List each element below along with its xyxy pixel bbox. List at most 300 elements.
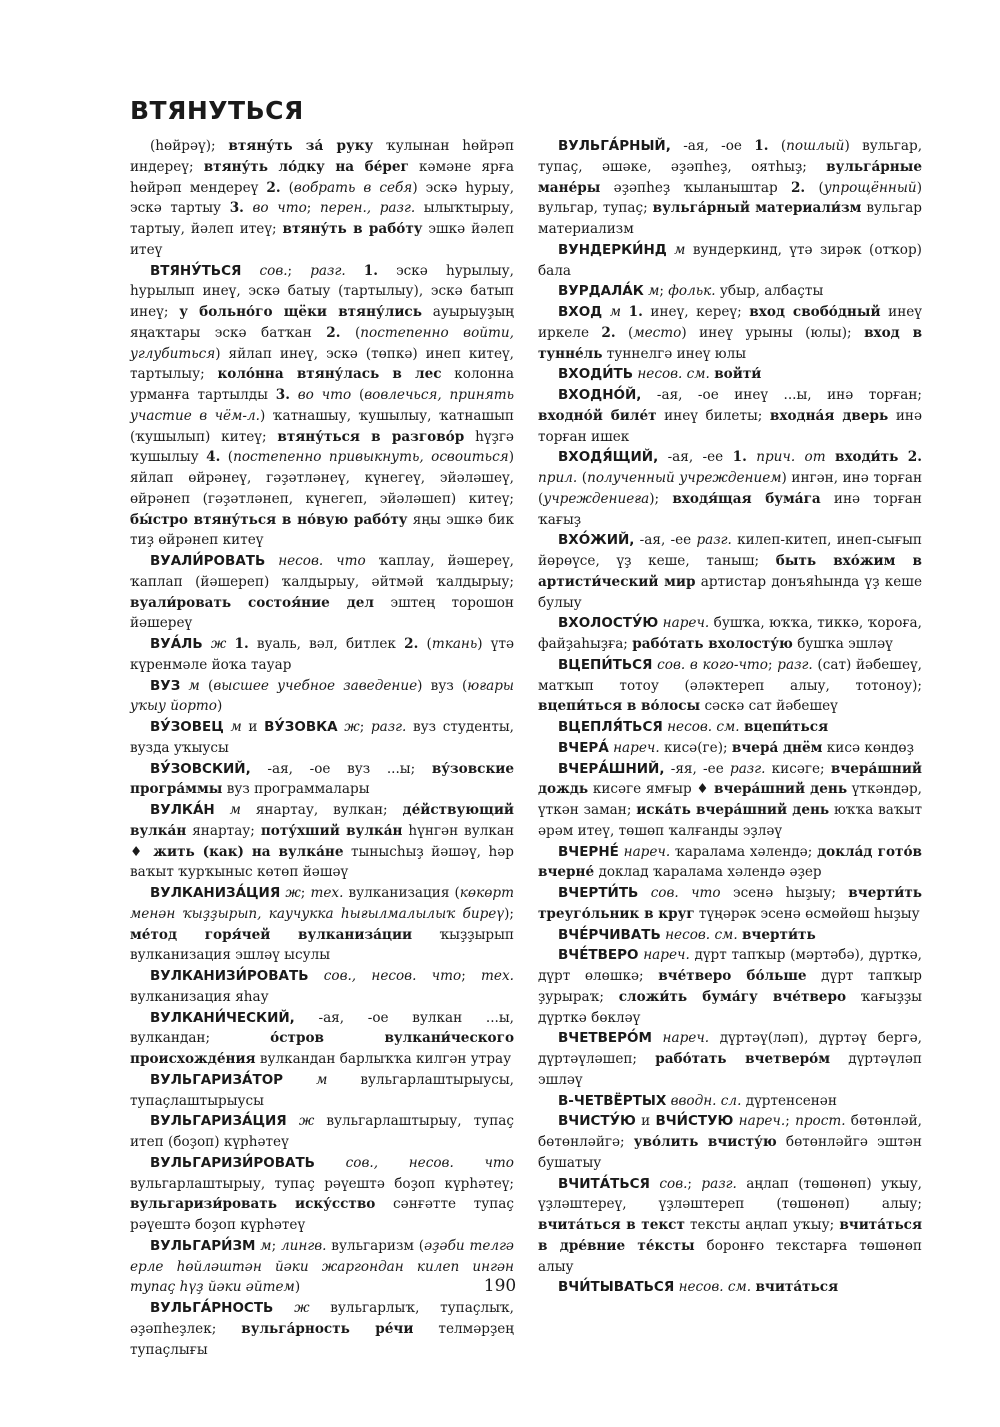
entry-text [621, 304, 629, 320]
italic-label: әҙәби телгә ерле һөйләштән йәки жаргондан килеп ингән тупаҫ һүҙ йәки әйтем [130, 1237, 514, 1296]
dictionary-entry [130, 800, 514, 883]
bold-phrase: вцепи́ться [743, 719, 829, 735]
bold-phrase: вуали́ровать состоя́ние дел [130, 594, 375, 611]
italic-label: м [316, 1071, 328, 1088]
entry-text: ҡаплау, йәшереү, ҡаплап (йәшереп) ҡалдырыу, әйтмәй ҡалдырыу; [130, 553, 514, 590]
entry-text: ) инеү урыны (юлы); [681, 324, 865, 341]
headword: ВУАЛИ́РОВАТЬ [150, 553, 266, 569]
entry-text: вулкандан барлыҡҡа килгән утрау [255, 1051, 512, 1067]
italic-label: нареч. [613, 739, 660, 756]
entry-text: ( [199, 677, 214, 694]
entry-text: ҡағыҙҙы дүрткә бөкләү [538, 988, 922, 1026]
entry-text [652, 1030, 663, 1046]
entry-text: инә торған ҡағыҙ [538, 490, 922, 528]
entry-text: ( [615, 324, 634, 341]
entry-text: түңәрәк эсенә өсмөйөш һыҙыу [694, 905, 920, 922]
entry-text: тынысһыҙ йәшәү, һәр ваҡыт ҡурҡыныс көтөп йәшәү [130, 843, 514, 881]
entry-text: ) вуз ( [417, 677, 468, 694]
headword: ВУ́ЗОВЕЦ [150, 719, 224, 735]
bold-phrase: входя́щая бума́га [672, 490, 821, 507]
headword: ВУЛКАНИЗИ́РОВАТЬ [150, 968, 309, 984]
right-column [538, 136, 922, 1298]
italic-label: полученный учреждением [587, 470, 782, 486]
bold-phrase: вчера́ днём [731, 739, 823, 756]
bold-phrase: 1. [732, 449, 747, 466]
entry-text [650, 1176, 659, 1192]
entry-text: ; [659, 283, 669, 300]
bold-phrase: 3. [229, 200, 244, 217]
bold-phrase: вульгаризи́ровать иску́сство [130, 1196, 376, 1213]
bold-phrase: входи́ть [835, 449, 899, 466]
italic-label: сов. [259, 262, 288, 279]
page-header-title: ВТЯНУТЬСЯ [130, 96, 304, 125]
entry-text: -ая, -ое вулкан ...ы, вулкандан; [130, 1009, 514, 1047]
italic-label: пошлый [786, 138, 845, 154]
entry-text: эштең торошон йәшереү [130, 594, 514, 632]
bold-phrase: входна́я дверь [769, 407, 889, 424]
dictionary-entry [130, 966, 514, 1008]
bold-phrase: 1. [234, 636, 249, 652]
entry-text: килеп-китеп, инеп-сығып йөрөүсе, үҙ кеше, таныш; [538, 532, 922, 569]
entry-text: вулканизация ( [343, 885, 460, 901]
entry-text: ( [280, 179, 294, 196]
bold-phrase: 1. [628, 304, 643, 320]
bold-phrase: ♦ вчера́шний день [696, 781, 848, 798]
bold-phrase: 2. [907, 449, 922, 466]
bold-phrase: входно́й биле́т [538, 407, 657, 424]
italic-label: м [674, 241, 686, 258]
dictionary-entry [538, 842, 922, 884]
entry-text: ( [220, 449, 234, 466]
bold-phrase: о́стров вулкани́ческого происхожде́ния [130, 1030, 515, 1067]
entry-text: ; [768, 656, 778, 673]
italic-label: м [229, 802, 241, 818]
headword: ВУРДАЛА́К [558, 283, 644, 300]
headword: ВЧЕРТИ́ТЬ [558, 885, 639, 901]
entry-text: дүрт тапҡыр (мәртәбә), дүрткә, дүрт өлөшкә; [538, 947, 922, 984]
italic-label: разг. [310, 262, 346, 279]
entry-text [346, 263, 364, 279]
dictionary-entry [538, 925, 922, 946]
dictionary-entry [538, 281, 922, 302]
entry-text: әҙәпһеҙ ҡыланыштар [600, 179, 791, 196]
headword: ВЧИСТУ́Ю [558, 1113, 636, 1130]
entry-text: и [241, 719, 265, 735]
dictionary-entry [130, 1153, 514, 1236]
italic-label: көкөрт менән ҡыҙҙырып, каучукка һығылмалылыҡ биреү [130, 885, 514, 922]
entry-text: кисәге ямғыр [588, 781, 697, 798]
headword: ВУЛЬГАРИЗА́ТОР [150, 1071, 284, 1088]
entry-text: бушҡа, юҡҡа, тиккә, ҡороға, файҙаһыҙға; [538, 615, 922, 652]
entry-text: вуз программалары [222, 781, 370, 798]
headword: ВХОДНО́Й, [558, 387, 642, 403]
entry-text [283, 1072, 316, 1088]
italic-label: сов. что [650, 885, 721, 901]
entry-text: ; [287, 262, 311, 279]
bold-phrase: сложи́ть бума́гу вче́тверо [618, 988, 847, 1005]
dictionary-entry [538, 240, 922, 282]
headword: ВУЛКАНИ́ЧЕСКИЙ, [150, 1009, 295, 1026]
dictionary-entry [538, 447, 922, 530]
bold-phrase: уво́лить вчисту́ю [633, 1134, 777, 1150]
dictionary-entry [538, 364, 922, 385]
entry-text: кисә көндөҙ [822, 739, 914, 756]
entry-text: -ая, -ое инеү ...ы, инә торған; [641, 387, 922, 403]
bold-phrase: 2. [601, 324, 616, 341]
bold-phrase: вчита́ться в дре́вние те́ксты [538, 1217, 922, 1254]
headword: ВХОДИ́ТЬ [558, 366, 633, 383]
entry-text: тексты аңлап уҡыу; [684, 1217, 840, 1233]
entry-text: ) вульгар, тупаҫ; [538, 179, 922, 217]
entry-text: кәмәне ярға һөйрәп мендереү [130, 158, 514, 196]
entry-text: эсенә һыҙыу; [720, 885, 849, 901]
entry-text: доклад ҡаралама хәлендә әҙер [594, 864, 822, 881]
italic-label: разг. [777, 656, 813, 673]
italic-label: м [648, 283, 660, 300]
italic-label: несов. см. [678, 1279, 752, 1296]
bold-phrase: ме́тод горя́чей вулканиза́ции [130, 926, 413, 943]
entry-text: янартау, вулкан; [240, 802, 403, 818]
entry-text: кисә(ге); [659, 739, 732, 756]
headword: ВЧИ́ТЫВАТЬСЯ [558, 1279, 675, 1296]
italic-label: ж [344, 719, 360, 735]
entry-text: кисәге; [765, 760, 831, 777]
bold-phrase: поту́хший вулка́н [260, 822, 403, 839]
dictionary-entry [538, 1091, 922, 1112]
entry-text [273, 1300, 294, 1316]
italic-label: тех. [310, 885, 344, 901]
italic-label: прич. от [756, 449, 826, 466]
headword: ВЧЕРНЕ́ [558, 843, 619, 860]
entry-text: инеү иркеле [538, 304, 922, 341]
entry-text: вулканизация яһау [130, 988, 269, 1005]
entry-text: эшкә йәлеп итеү [130, 221, 515, 258]
entry-text: ) эскә һурыу, эскә тартыу [130, 179, 515, 217]
bold-phrase: вульга́рный материали́зм [652, 200, 862, 217]
dictionary-entry [538, 883, 922, 925]
italic-label: сов., несов. что [345, 1154, 514, 1171]
entry-text [180, 678, 188, 694]
entry-text: ) ингән, инә торған ( [538, 470, 922, 507]
headword: ВУ́ЗОВСКИЙ, [150, 760, 251, 777]
entry-text: вундеркинд, үтә зирәк (отҡор) бала [538, 241, 922, 279]
italic-label: вовлечься, принять участие в чём-л. [130, 387, 514, 424]
headword: ВЧЕ́ТВЕРО [558, 947, 639, 964]
bold-phrase: 2. [404, 636, 419, 652]
bold-phrase: 4. [206, 449, 221, 466]
entry-text: инеү билеты; [656, 407, 770, 424]
italic-label: несов. см. [637, 366, 710, 383]
bold-phrase: втяну́ть ло́дку на бе́рег [203, 158, 409, 175]
entry-text: вуз студенты, вузда уҡыусы [130, 719, 514, 756]
entry-text [747, 449, 756, 465]
italic-label: прост. [795, 1113, 846, 1130]
bold-phrase: 1. [754, 138, 769, 154]
bold-phrase: ву́зовские програ́ммы [130, 760, 514, 798]
headword: ВУА́ЛЬ [150, 636, 203, 652]
italic-label: разг. [730, 760, 766, 777]
dictionary-entry [130, 261, 514, 552]
italic-label: ж [285, 885, 301, 901]
italic-label: м [260, 1237, 272, 1254]
italic-label: перен., разг. [319, 200, 416, 217]
headword: ВУЛКАНИЗА́ЦИЯ [150, 885, 281, 901]
headword: ВЧЕТВЕРО́М [558, 1030, 652, 1047]
entry-text: инеү, кереү; [642, 304, 750, 320]
italic-label: м [609, 304, 622, 320]
entry-text [826, 449, 835, 465]
entry-text: ; [785, 1113, 796, 1130]
entry-text: вульгар материализм [538, 200, 922, 237]
headword: ВХОЛОСТУ́Ю [558, 615, 659, 632]
headword: ВУЛЬГАРИ́ЗМ [150, 1237, 256, 1254]
entry-text: ); [504, 905, 514, 922]
bold-phrase: ♦ жить (как) на вулка́не [130, 843, 344, 860]
entry-text: ) үтә күренмәле йоҡа тауар [130, 636, 515, 673]
entry-text [244, 200, 253, 216]
entry-text: ) [216, 698, 223, 715]
italic-label: сов. [659, 1175, 688, 1192]
bold-phrase: 2. [790, 179, 806, 196]
bold-phrase: 2. [266, 179, 281, 196]
entry-text: телмәрҙең тупаҫлығы [130, 1320, 515, 1358]
headword: ВТЯНУ́ТЬСЯ [150, 262, 242, 279]
entry-text [203, 636, 211, 652]
headword: ВУЛЬГА́РНЫЙ, [558, 138, 671, 154]
entry-text: ; [687, 1175, 702, 1192]
entry-text: ( [351, 387, 365, 403]
entry-text: ҡыҙҙырып вулканизация эшләү ысулы [130, 926, 514, 964]
dictionary-entry [538, 738, 922, 759]
entry-text: ) [294, 1279, 301, 1296]
entry-text: дүртәүләп эшләү [538, 1051, 922, 1088]
dictionary-entry [538, 1028, 922, 1090]
entry-text: колонна урманға тартылды [130, 366, 514, 403]
italic-label: ж [294, 1300, 310, 1316]
italic-label: ткань [431, 636, 478, 652]
italic-label: вводн. сл. [670, 1092, 742, 1109]
dictionary-entry [130, 717, 514, 759]
headword: ВЦЕПЛЯ́ТЬСЯ [558, 719, 663, 735]
bold-phrase: 2. [326, 324, 341, 341]
italic-label: сов., несов. что [323, 968, 462, 984]
dictionary-entry [130, 551, 514, 634]
entry-text: -ая, -ее [658, 449, 733, 466]
entry-text: -ая, -ое [670, 138, 755, 154]
bold-phrase: втяну́ть в рабо́ту [282, 221, 423, 237]
bold-phrase: бы́стро втяну́ться в но́вую рабо́ту [130, 511, 408, 528]
entry-text: дүртенсенән [741, 1092, 837, 1109]
italic-label: юғары уҡыу йорто [130, 677, 514, 715]
entry-text [215, 802, 230, 818]
dictionary-entry [538, 1174, 922, 1278]
entry-text: ( [768, 138, 787, 154]
headword: ВЧИТА́ТЬСЯ [558, 1175, 650, 1192]
entry-text: вульгарлыҡ, тупаҫлыҡ, әҙәпһеҙлек; [130, 1300, 514, 1337]
entry-text: бөтөнләй, бөтөнләйгә; [538, 1113, 922, 1150]
headword: ВУЛЬГАРИЗИ́РОВАТЬ [150, 1154, 315, 1171]
entry-text: и [635, 1113, 656, 1130]
italic-label: м [188, 677, 200, 694]
italic-label: нареч. [738, 1113, 786, 1130]
italic-label: высшее учебное заведение [213, 677, 418, 694]
dictionary-entry [130, 883, 514, 966]
italic-label: прил. [538, 470, 578, 486]
entry-text: -ая, -ее [634, 532, 697, 549]
italic-label: постепенно привыкнуть, освоиться [233, 449, 509, 466]
entry-text: ; [359, 719, 371, 735]
entry-text: ( [418, 636, 432, 652]
entry-text: ( [805, 179, 824, 196]
italic-label: нареч. [662, 615, 710, 632]
bold-phrase: вход в тунне́ль [538, 324, 923, 362]
entry-text: ҡаралама хәлендә; [670, 843, 818, 860]
entry-text: ; [461, 968, 482, 984]
italic-label: м [230, 719, 242, 735]
bold-phrase: де́йствующий вулка́н [130, 802, 514, 839]
dictionary-entry [538, 759, 922, 842]
bold-phrase: иска́ть вчера́шний день [636, 802, 830, 818]
entry-text [602, 304, 610, 320]
italic-label: во что [252, 200, 307, 217]
headword: ВУНДЕРКИ́НД [558, 241, 667, 258]
dictionary-entry [538, 385, 922, 447]
bold-phrase: вцепи́ться в во́лосы [538, 698, 701, 715]
italic-label: несов. см. [665, 926, 738, 943]
left-column [130, 136, 514, 1360]
dictionary-entry [130, 1111, 514, 1153]
entry-text: вуаль, вәл, битлек [248, 636, 405, 652]
italic-label: постепенно войти, углубиться [130, 324, 514, 362]
entry-text: ; [306, 200, 320, 217]
headword: ВХОД [558, 304, 603, 320]
entry-text: яңы эшкә бик тиҙ өйрәнеп китеү [130, 511, 514, 549]
headword: В-ЧЕТВЁРТЫХ [558, 1092, 667, 1109]
bold-phrase: быть вхо́жим в артисти́ческий мир [538, 553, 922, 590]
entry-text [290, 387, 298, 403]
dictionary-entry [130, 759, 514, 801]
headword: ВЧЕРА́ [558, 739, 609, 756]
entry-text: сәскә сат йәбешеү [700, 698, 838, 715]
bold-phrase: втяну́ться в разгово́р [277, 428, 465, 445]
bold-phrase: вчита́ться [755, 1279, 839, 1296]
italic-label: нареч. [662, 1030, 710, 1047]
dictionary-entry [130, 1070, 514, 1112]
headword: ВУЛЬГА́РНОСТЬ [150, 1300, 274, 1316]
italic-label: нареч. [643, 947, 690, 964]
entry-text: ; [300, 885, 311, 901]
entry-text: ) вульгар, тупаҫ, әшәке, әҙәпһеҙ, оятһыҙ; [538, 138, 923, 175]
entry-text: юҡҡа ваҡыт әрәм итеү, төшөп ҡалғанды эҙләү [538, 802, 922, 839]
entry-text: ) яйлап инеү, эскә (төпкә) инеп китеү, тартылыу; [130, 345, 514, 383]
entry-text [287, 1113, 299, 1129]
entry-text: вульгарлаштырыусы, тупаҫлаштырыусы [130, 1071, 514, 1109]
entry-text: һүҙгә ҡушылыу [130, 428, 514, 466]
italic-label: тех. [481, 968, 514, 984]
italic-label: разг. [701, 1175, 737, 1192]
italic-label: сов. в кого-что [657, 656, 768, 673]
italic-label: вобрать в себя [293, 179, 413, 196]
bold-phrase: вче́тверо бо́льше [658, 968, 807, 984]
entry-text [315, 1155, 346, 1171]
dictionary-entry [538, 613, 922, 655]
entry-text: һүнгән вулкан [402, 822, 515, 839]
entry-text: ) ҡатнашыу, ҡушылыу, ҡатнашып (ҡушылып) китеү; [130, 407, 514, 445]
entry-text: убыр, албаҫты [715, 283, 824, 300]
bold-phrase: вчита́ться в текст [538, 1217, 685, 1233]
italic-label: фольк. [668, 283, 716, 300]
italic-label: несов. см. [667, 719, 740, 735]
dictionary-entry [130, 1298, 514, 1360]
italic-label: лингв. [281, 1237, 327, 1254]
italic-label: учреждениеға [543, 490, 650, 507]
bold-phrase: 3. [275, 387, 290, 403]
bold-phrase: вчерти́ть треуго́льник в круг [538, 885, 923, 922]
entry-text: эскә һурылыу, һурылып инеү, эскә батыу (тартылыу), эскә батып инеү; [130, 262, 514, 320]
entry-text [638, 885, 650, 901]
bold-phrase: рабо́тать вчетверо́м [655, 1051, 831, 1067]
dictionary-entry [538, 1111, 922, 1173]
entry-text: сәнғәтте тупаҫ рәүештә боҙоп күрһәтеү [130, 1196, 514, 1233]
entry-text: ( [577, 470, 588, 486]
entry-text: ) яйлап өйрәнеү, гәҙәтләнеү, күнегеү, эйәләшеү, өйрәнеп (гәҙәтләнеп, күнегеп, эйәләшеп) китеү; [130, 449, 514, 507]
entry-text: -ая, -ое вуз ...ы; [250, 760, 432, 777]
bold-phrase: вчера́шний дождь [538, 760, 922, 798]
bold-phrase: вход свобо́дный [749, 304, 881, 320]
entry-text: бушҡа эшләү [792, 636, 893, 652]
dictionary-entry [130, 634, 514, 676]
bold-phrase: рабо́тать вхолосту́ю [632, 636, 793, 652]
bold-phrase: войти́ [714, 366, 762, 383]
bold-phrase: коло́нна втяну́лась в лес [217, 366, 442, 383]
bold-phrase: вульга́рность ре́чи [241, 1320, 414, 1337]
italic-label: несов. что [278, 553, 366, 569]
italic-label: ж [210, 636, 227, 652]
bold-phrase: докла́д гото́в вчерне́ [538, 843, 922, 881]
entry-text: (сат) йәбешеү, матҡып тотоу (әләктереп алыу, тотоноу); [538, 656, 922, 694]
dictionary-entry [538, 655, 922, 717]
headword: ВУЗ [150, 677, 181, 694]
bold-phrase: втяну́ть за́ руку [228, 138, 374, 154]
dictionary-entry [130, 136, 514, 261]
headword: ВУ́ЗОВКА [264, 719, 338, 735]
entry-text: ҡулынан һөйрәп индереү; [130, 138, 515, 175]
dictionary-entry [130, 1008, 514, 1070]
entry-text: ); [649, 490, 673, 507]
entry-text: инә торған ишек [538, 407, 922, 445]
entry-text [265, 553, 278, 569]
italic-label: разг. [696, 532, 732, 549]
dictionary-entry [538, 530, 922, 613]
entry-text [241, 263, 259, 279]
entry-text: ( [340, 324, 361, 341]
entry-text: ауырыуҙың яңаҡтары эскә батҡан [130, 304, 515, 341]
italic-label: упрощённый [823, 179, 917, 196]
headword: ВЦЕПИ́ТЬСЯ [558, 656, 653, 673]
entry-text: вульгарлаштырыу, тупаҫ рәүештә боҙоп күрһәтеү; [130, 1175, 514, 1192]
dictionary-entry [538, 945, 922, 1028]
italic-label: ж [298, 1113, 315, 1130]
headword: ВУЛЬГАРИЗА́ЦИЯ [150, 1113, 287, 1130]
dictionary-entry [538, 302, 922, 364]
entry-text: янартау; [186, 822, 261, 839]
dictionary-entry [538, 717, 922, 738]
headword: ВУЛКА́Н [150, 802, 215, 818]
headword: ВХОДЯ́ЩИЙ, [558, 449, 659, 466]
headword: ВЧЕРА́ШНИЙ, [558, 760, 665, 777]
italic-label: во что [297, 387, 352, 403]
entry-text: артистар донъяһында үҙ кеше булыу [538, 573, 922, 611]
